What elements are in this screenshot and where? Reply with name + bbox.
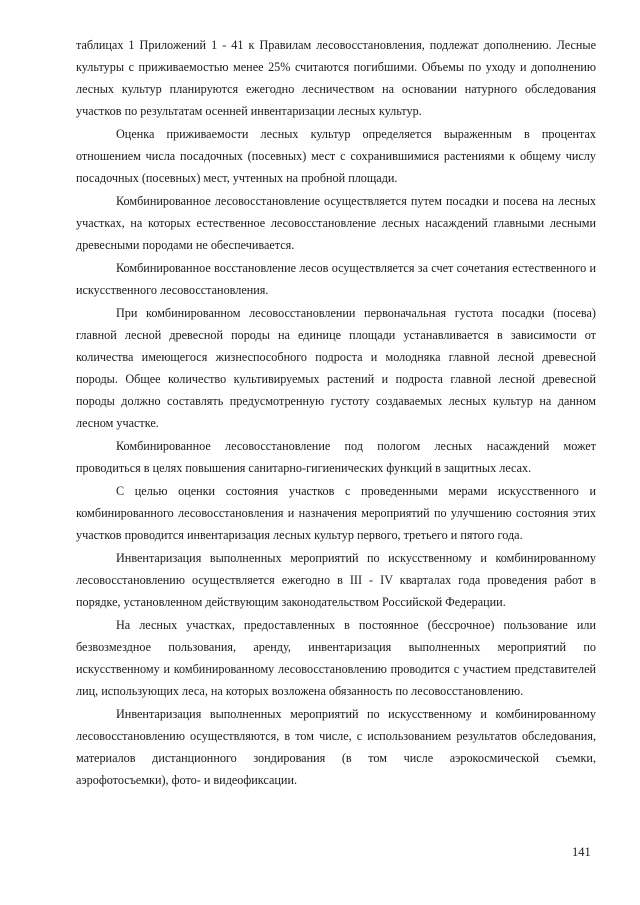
paragraph-8: Инвентаризация выполненных мероприятий по искусственному и комбинированному лесовосстановлению осуществляется ежегодно в III - IV кварталах года проведения работ в порядке, установленном действующим законодательством Российской Федерации.: [76, 551, 596, 609]
paragraph-7: С целью оценки состояния участков с проведенными мерами искусственного и комбинированного лесовосстановления и назначения мероприятий по улучшению состояния этих участков проводится инвентаризация лесных культур первого, третьего и пятого года.: [76, 484, 596, 542]
paragraph-9: На лесных участках, предоставленных в постоянное (бессрочное) пользование или безвозмездное пользования, аренду, инвентаризация выполненных мероприятий по искусственному и комбинированному лесовосстановлению проводится с участием представителей лиц, использующих леса, на которых возложена обязанность по лесовосстановлению.: [76, 618, 596, 698]
body-text: [76, 34, 596, 792]
paragraph-3: Комбинированное лесовосстановление осуществляется путем посадки и посева на лесных участках, на которых естественное лесовосстановление лесных насаждений главными лесными древесными породами не обеспечивается.: [76, 194, 596, 252]
paragraph-2: Оценка приживаемости лесных культур определяется выраженным в процентах отношением числа посадочных (посевных) мест с сохранившимися растениями к общему числу посадочных (посевных) мест, учтенных на пробной площади.: [76, 127, 596, 185]
paragraph-5: При комбинированном лесовосстановлении первоначальная густота посадки (посева) главной лесной древесной породы на единице площади устанавливается в зависимости от количества имеющегося жизнеспособного подроста и молодняка главной лесной древесной породы. Общее количество культивируемых растений и подроста главной лесной древесной породы должно составлять предусмотренную густоту создаваемых лесных культур на данном лесном участке.: [76, 306, 596, 430]
paragraph-4: Комбинированное восстановление лесов осуществляется за счет сочетания естественного и искусственного лесовосстановления.: [76, 261, 596, 297]
paragraph-6: Комбинированное лесовосстановление под пологом лесных насаждений может проводиться в целях повышения санитарно-гигиенических функций в защитных лесах.: [76, 439, 596, 475]
paragraph-10: Инвентаризация выполненных мероприятий по искусственному и комбинированному лесовосстановлению осуществляются, в том числе, с использованием результатов обследования, материалов дистанционного зондирования (в том числе аэрокосмической съемки, аэрофотосъемки), фото- и видеофиксации.: [76, 707, 596, 787]
page-number: 141: [572, 845, 591, 859]
paragraph-1: таблицах 1 Приложений 1 - 41 к Правилам лесовосстановления, подлежат дополнению. Лесные культуры с приживаемостью менее 25% считаются погибшими. Объемы по уходу и дополнению лесных культур планируются ежегодно лесничеством на основании натурного обследования участков по результатам осенней инвентаризации лесных культур.: [76, 38, 596, 118]
